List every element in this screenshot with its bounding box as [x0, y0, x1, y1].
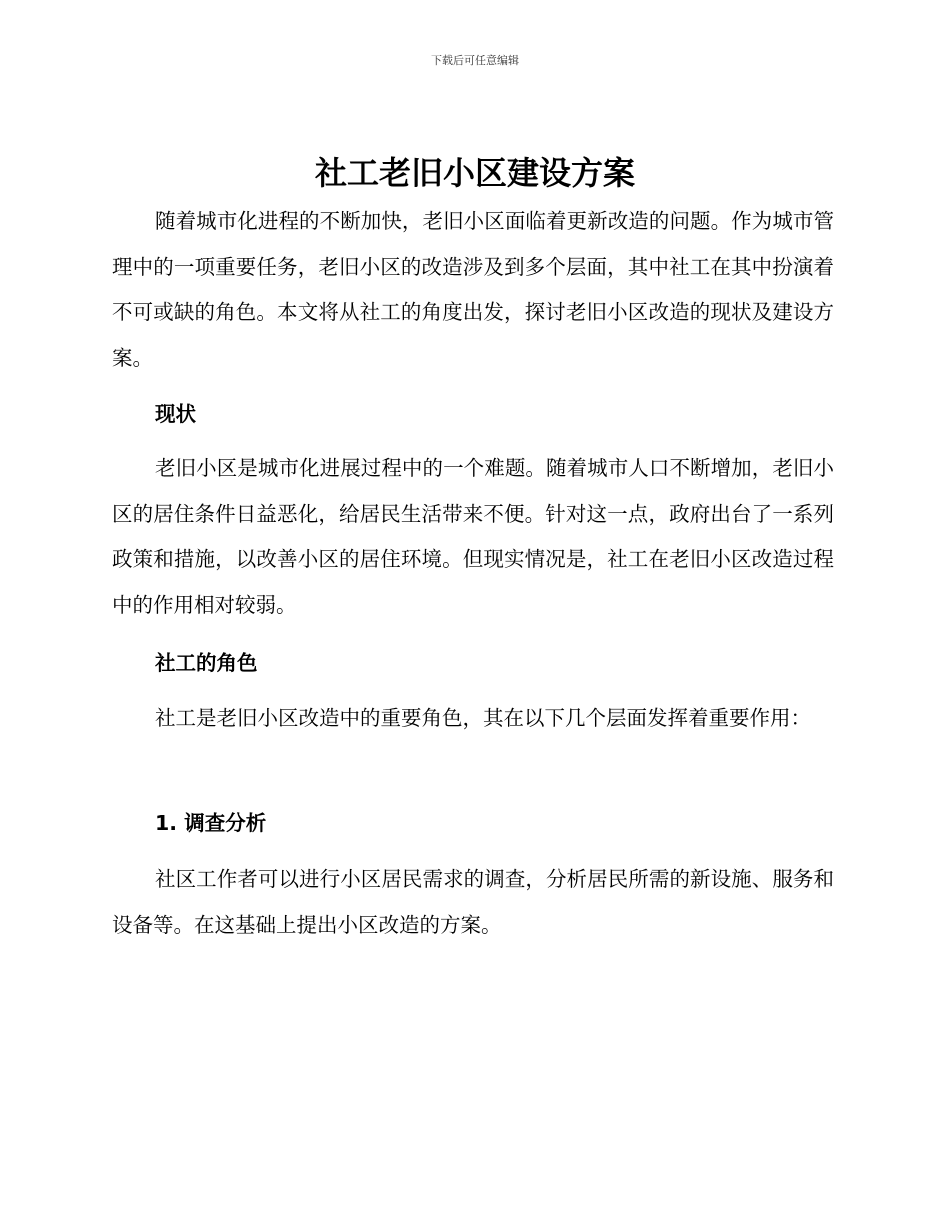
section-paragraph-status: 老旧小区是城市化进展过程中的一个难题。随着城市人口不断增加，老旧小区的居住条件日益恶化，给居民生活带来不便。针对这一点，政府出台了一系列政策和措施，以改善小区的居住环境。但现实情况是，社工在老旧小区改造过程中的作用相对较弱。: [112, 456, 834, 617]
section-body-status-block: [112, 446, 834, 628]
section-heading-social-worker-role: 社工的角色: [155, 651, 258, 675]
section-body-role-block: [112, 696, 834, 742]
intro-paragraph: 随着城市化进程的不断加快，老旧小区面临着更新改造的问题。作为城市管理中的一项重要任务，老旧小区的改造涉及到多个层面，其中社工在其中扮演着不可或缺的角色。本文将从社工的角度出发，探讨老旧小区改造的现状及建设方案。: [112, 209, 834, 370]
page-header-note: 下载后可任意编辑: [431, 54, 519, 67]
section-heading-status: 现状: [155, 402, 196, 426]
section-heading-survey-analysis: 1. 调查分析: [155, 811, 267, 835]
intro-paragraph-block: [112, 199, 834, 381]
section-body-survey-block: [112, 857, 834, 948]
document-title: 社工老旧小区建设方案: [314, 154, 635, 192]
section-paragraph-role: 社工是老旧小区改造中的重要角色，其在以下几个层面发挥着重要作用：: [155, 706, 811, 730]
section-paragraph-survey: 社区工作者可以进行小区居民需求的调查，分析居民所需的新设施、服务和设备等。在这基础上提出小区改造的方案。: [112, 867, 834, 937]
